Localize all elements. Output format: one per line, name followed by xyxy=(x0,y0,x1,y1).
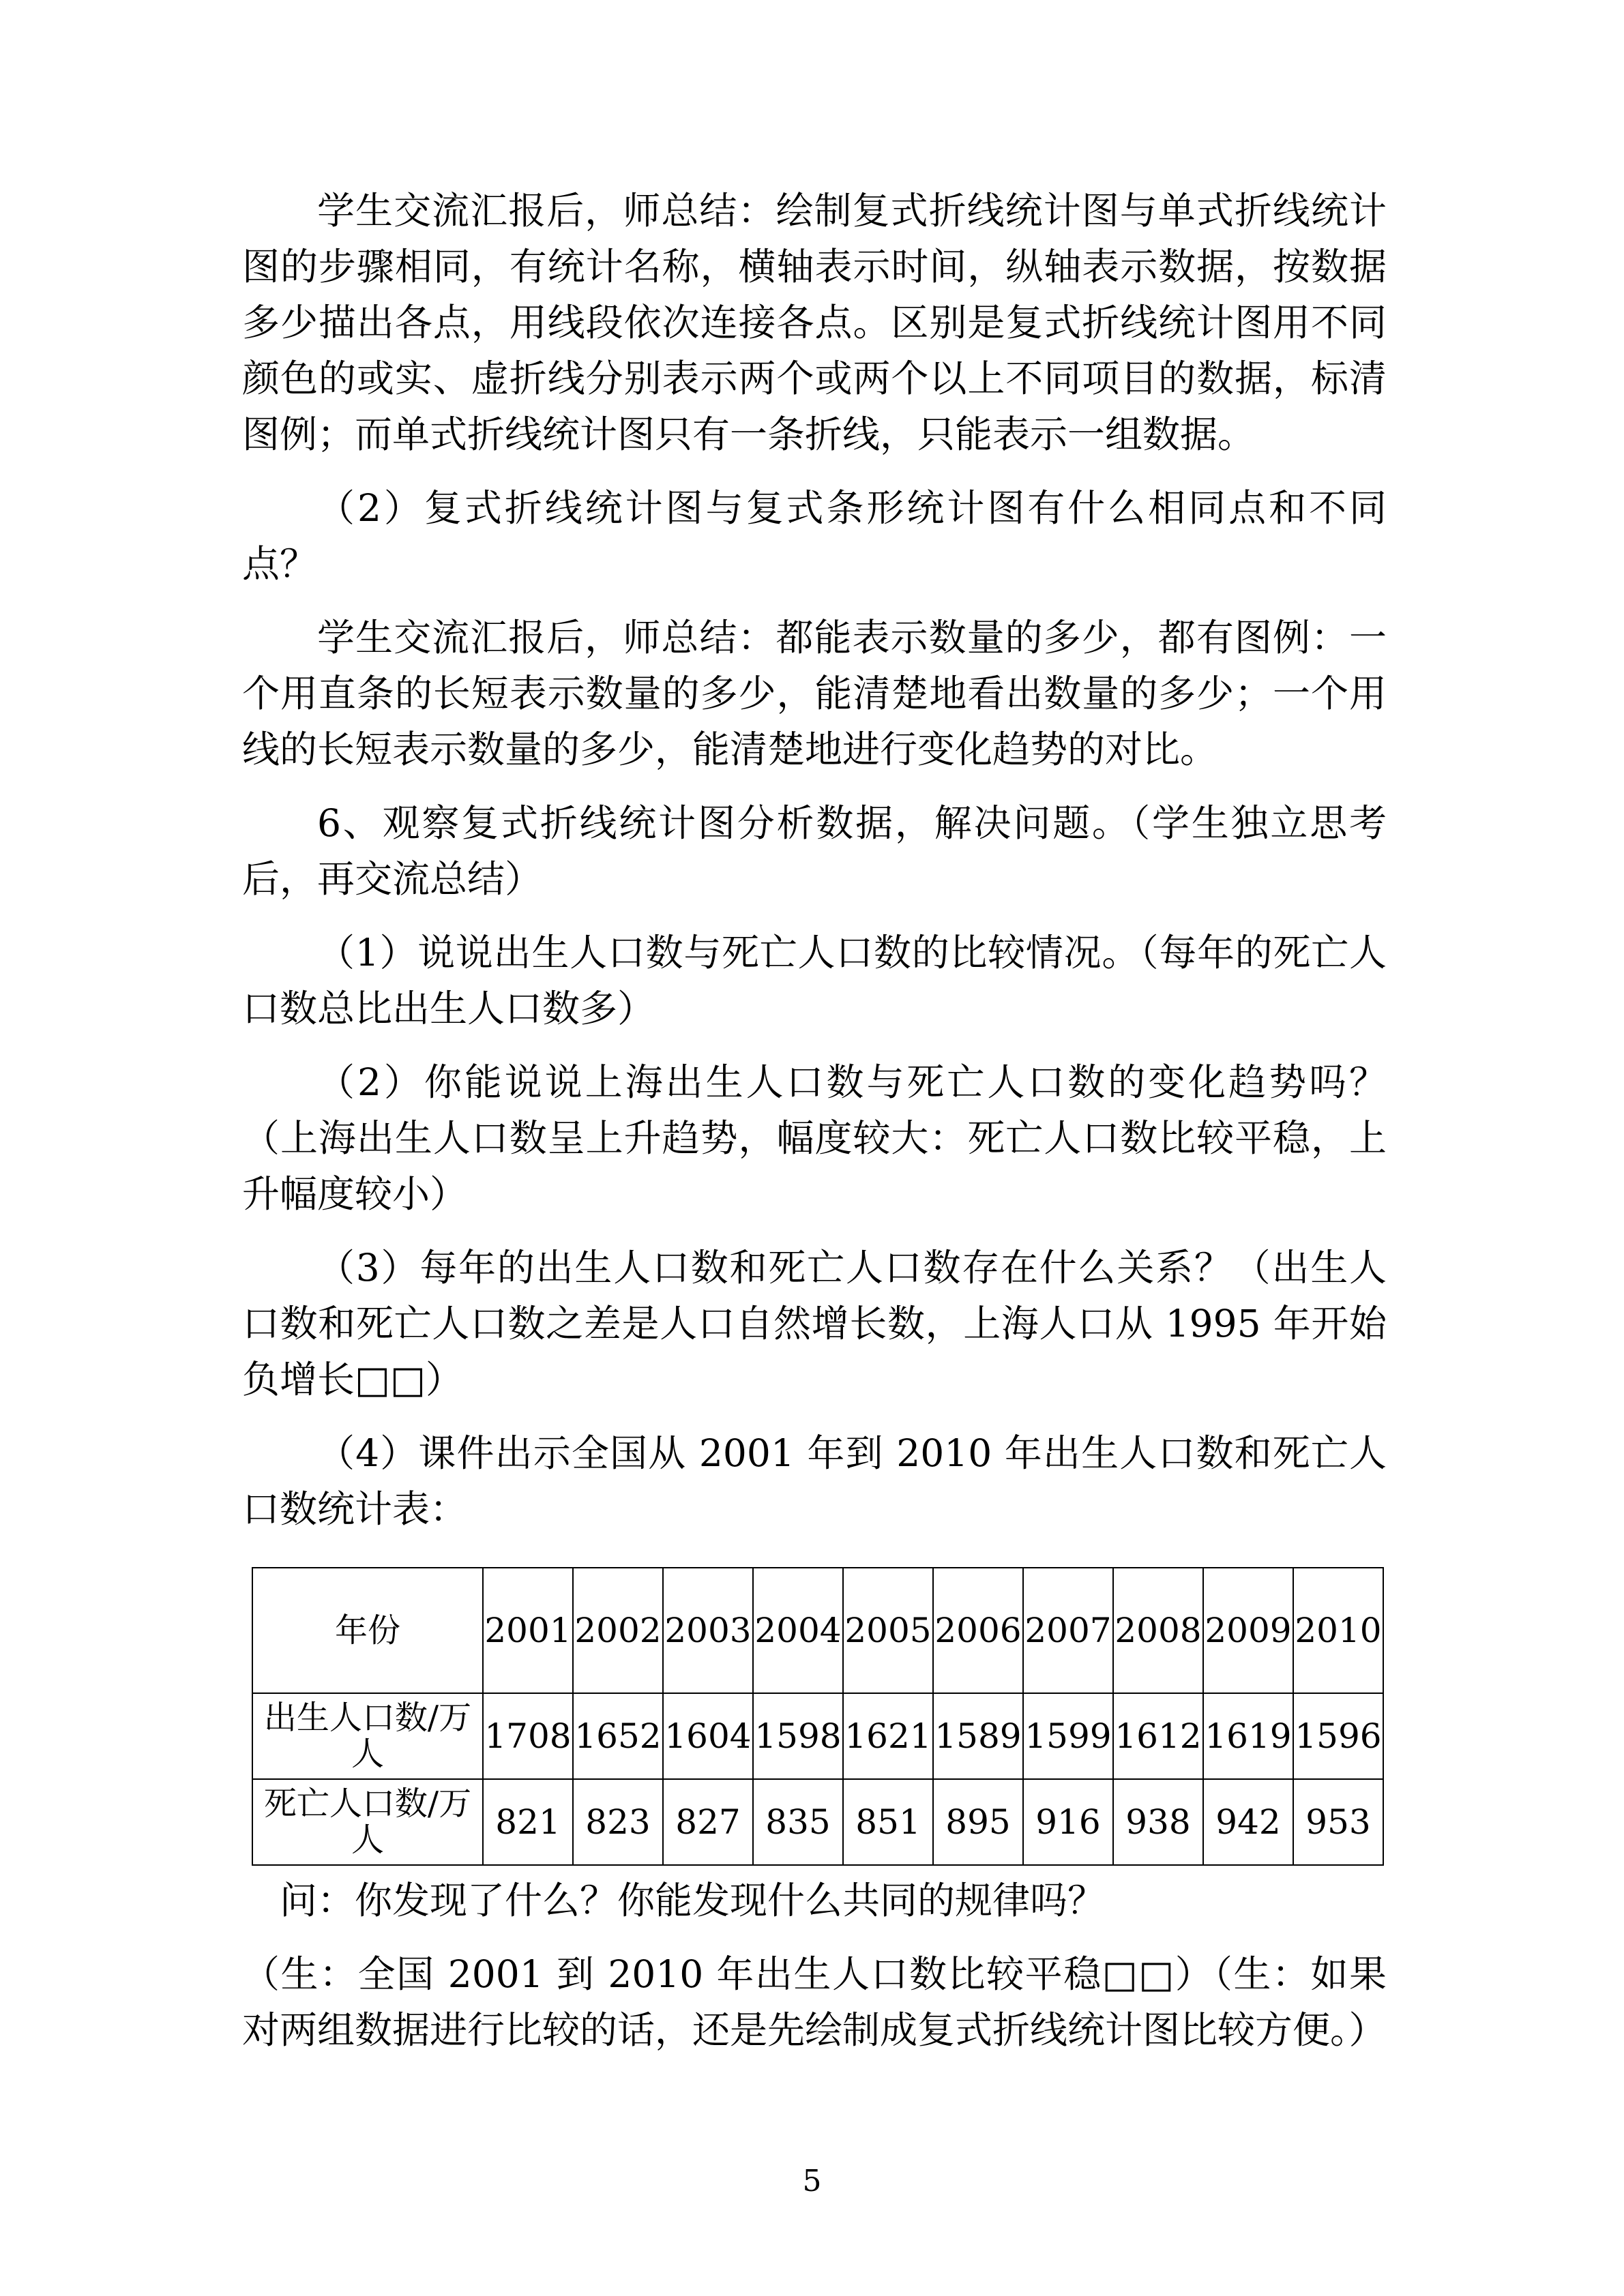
paragraph-question-6-4: （4）课件出示全国从 2001 年到 2010 年出生人口数和死亡人口数统计表： xyxy=(242,1431,1387,1531)
table-cell-deaths-2005: 851 xyxy=(843,1779,933,1865)
paragraph-summary-2: 学生交流汇报后，师总结：都能表示数量的多少，都有图例：一个用直条的长短表示数量的多少，能清楚地看出数量的多少；一个用线的长短表示数量的多少，能清楚地进行变化趋势的对比。 xyxy=(242,616,1387,771)
table-cell-births-2009: 1619 xyxy=(1203,1693,1293,1779)
table-rowlabel-deaths: 死亡人口数/万人 xyxy=(252,1779,483,1865)
statistics-table-wrapper xyxy=(252,1567,1384,1866)
page-content xyxy=(242,183,1387,2058)
table-rowlabel-births: 出生人口数/万人 xyxy=(252,1693,483,1779)
table-cell-year-2006: 2006 xyxy=(933,1568,1023,1693)
after-table-text xyxy=(242,1873,1387,2058)
paragraph-question-2: （2）复式折线统计图与复式条形统计图有什么相同点和不同点？ xyxy=(242,486,1387,586)
table-rowlabel-year: 年份 xyxy=(252,1568,483,1693)
paragraph-question-6-3: （3）每年的出生人口数和死亡人口数存在什么关系？（出生人口数和死亡人口数之差是人口自然增长数，上海人口从 1995 年开始负增长□□） xyxy=(242,1246,1387,1401)
table-cell-births-2005: 1621 xyxy=(843,1693,933,1779)
table-cell-births-2007: 1599 xyxy=(1023,1693,1113,1779)
table-cell-year-2010: 2010 xyxy=(1293,1568,1383,1693)
table-cell-births-2004: 1598 xyxy=(753,1693,843,1779)
paragraph-summary-1: 学生交流汇报后，师总结：绘制复式折线统计图与单式折线统计图的步骤相同，有统计名称，横轴表示时间，纵轴表示数据，按数据多少描出各点，用线段依次连接各点。区别是复式折线统计图用不同颜色的或实、虚折线分别表示两个或两个以上不同项目的数据，标清图例；而单式折线统计图只有一条折线，只能表示一组数据。 xyxy=(242,189,1387,456)
page-number: 5 xyxy=(802,2164,822,2198)
table-cell-deaths-2009: 942 xyxy=(1203,1779,1293,1865)
table-cell-deaths-2002: 823 xyxy=(573,1779,663,1865)
table-cell-births-2006: 1589 xyxy=(933,1693,1023,1779)
table-cell-year-2008: 2008 xyxy=(1113,1568,1203,1693)
population-statistics-table xyxy=(252,1567,1384,1866)
paragraph-item-6: 6、观察复式折线统计图分析数据，解决问题。（学生独立思考后，再交流总结） xyxy=(242,801,1387,901)
table-row-deaths xyxy=(252,1779,1383,1865)
table-row-births xyxy=(252,1693,1383,1779)
paragraph-question-6-2: （2）你能说说上海出生人口数与死亡人口数的变化趋势吗？（上海出生人口数呈上升趋势，幅度较大：死亡人口数比较平稳，上升幅度较小） xyxy=(242,1060,1387,1216)
table-cell-year-2004: 2004 xyxy=(753,1568,843,1693)
paragraph-student-answers: （生：全国 2001 到 2010 年出生人口数比较平稳□□）（生：如果对两组数据进行比较的话，还是先绘制成复式折线统计图比较方便。） xyxy=(242,1952,1387,2052)
table-cell-deaths-2008: 938 xyxy=(1113,1779,1203,1865)
table-cell-deaths-2003: 827 xyxy=(663,1779,753,1865)
table-row-years xyxy=(252,1568,1383,1693)
table-cell-deaths-2001: 821 xyxy=(483,1779,573,1865)
table-cell-births-2003: 1604 xyxy=(663,1693,753,1779)
table-cell-year-2002: 2002 xyxy=(573,1568,663,1693)
paragraph-question-6-1: （1）说说出生人口数与死亡人口数的比较情况。（每年的死亡人口数总比出生人口数多） xyxy=(242,931,1387,1030)
table-cell-births-2001: 1708 xyxy=(483,1693,573,1779)
table-cell-births-2010: 1596 xyxy=(1293,1693,1383,1779)
table-cell-deaths-2010: 953 xyxy=(1293,1779,1383,1865)
table-cell-births-2002: 1652 xyxy=(573,1693,663,1779)
table-cell-year-2005: 2005 xyxy=(843,1568,933,1693)
table-cell-deaths-2007: 916 xyxy=(1023,1779,1113,1865)
table-cell-year-2001: 2001 xyxy=(483,1568,573,1693)
table-cell-year-2009: 2009 xyxy=(1203,1568,1293,1693)
table-cell-year-2007: 2007 xyxy=(1023,1568,1113,1693)
paragraph-ask: 问：你发现了什么？你能发现什么共同的规律吗？ xyxy=(280,1879,1106,1922)
table-cell-births-2008: 1612 xyxy=(1113,1693,1203,1779)
table-cell-year-2003: 2003 xyxy=(663,1568,753,1693)
table-cell-deaths-2004: 835 xyxy=(753,1779,843,1865)
table-cell-deaths-2006: 895 xyxy=(933,1779,1023,1865)
